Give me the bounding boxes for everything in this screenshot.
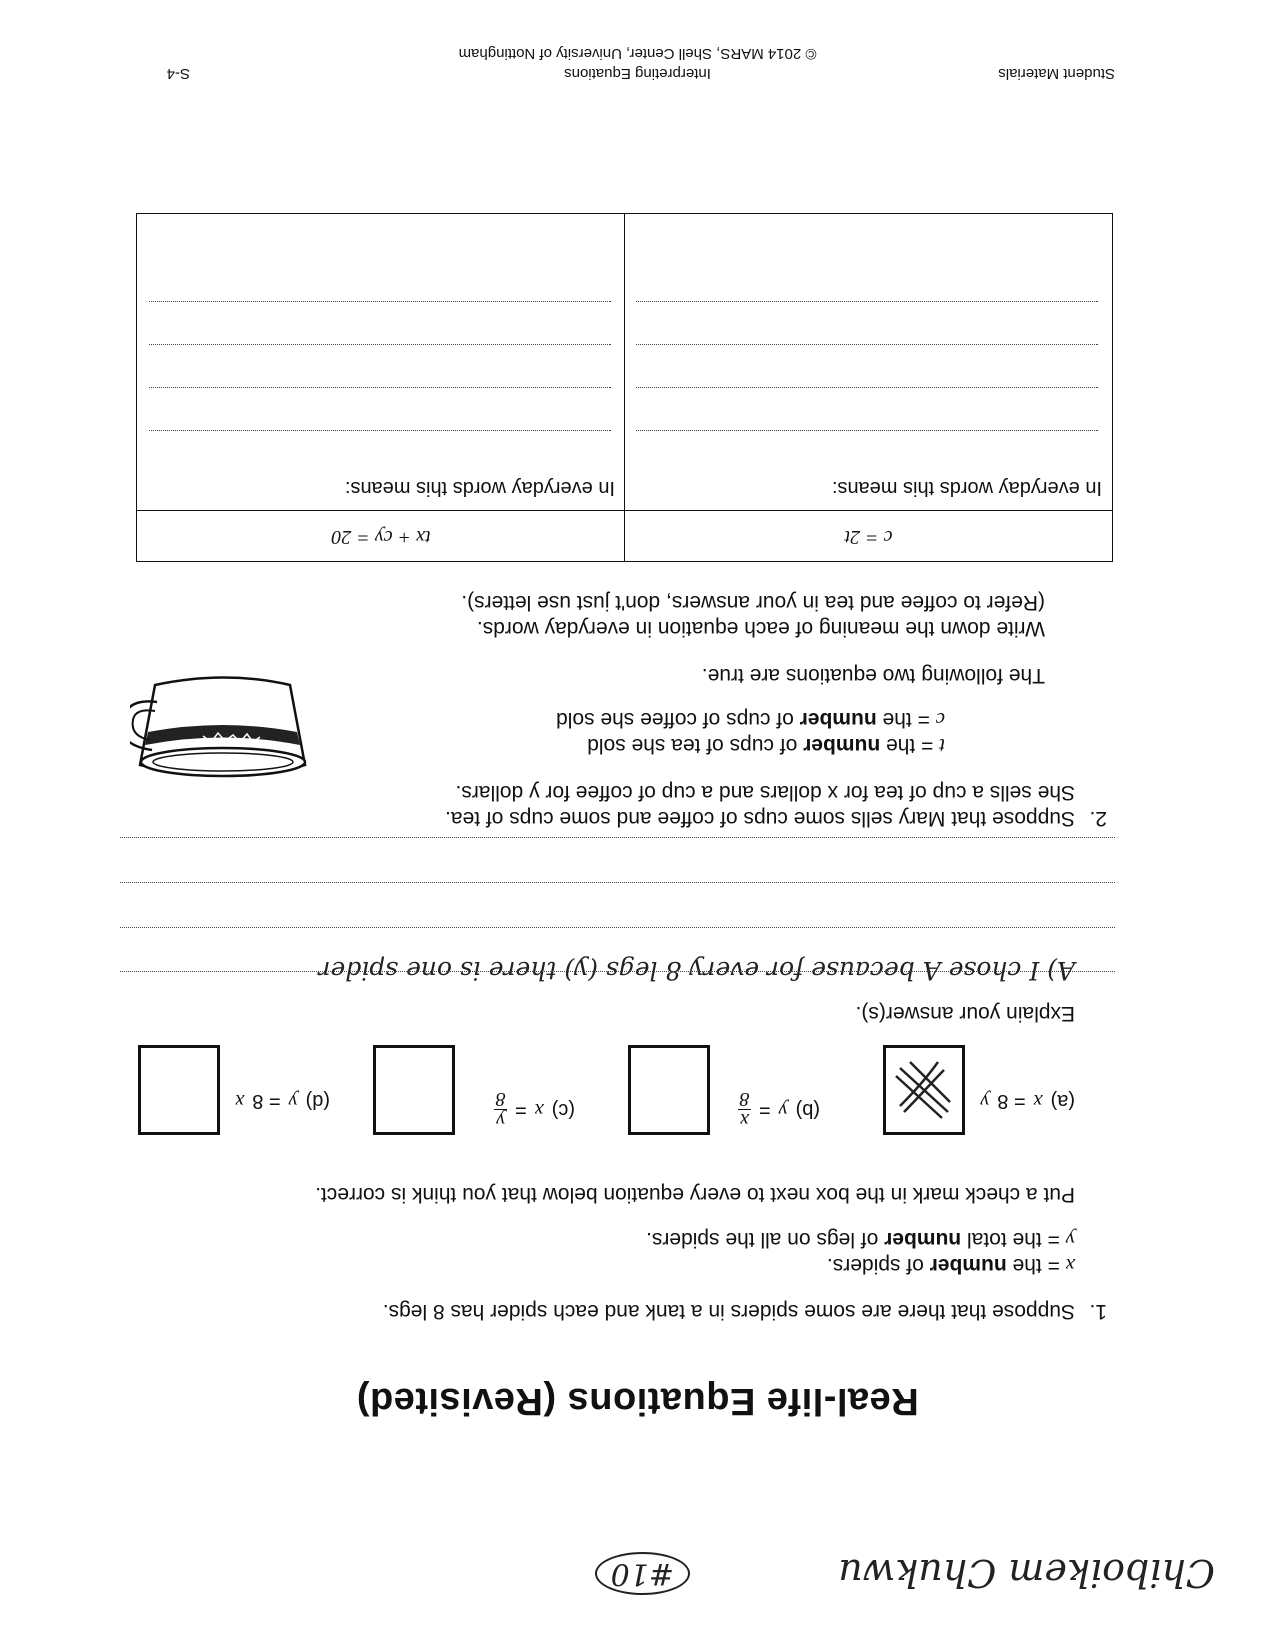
answer-line-4 [120,837,1115,838]
choice-d: (d) y = 8 x [235,1090,330,1112]
q2-refer-statement: (Refer to coffee and tea in your answers, don't just use letters). [461,591,1045,614]
q2-def-c: c = the number of cups of coffee she sold [556,708,945,732]
q1-intro: Suppose that there are some spiders in a tank and each spider has 8 legs. [382,1300,1075,1323]
answer-line-eq1-1[interactable] [636,430,1098,431]
q1-instruction: Put a check mark in the box next to every equation below that you think is correct. [315,1183,1075,1206]
q2-number: 2. [1089,807,1107,830]
q2-def-t: t = the number of cups of tea she sold [587,734,945,758]
cell-label-2: In everyday words this means: [344,477,615,499]
footer-right: S-4 [166,65,190,82]
teacup-icon [130,660,315,780]
choice-c-checkbox[interactable] [373,1045,455,1135]
q1-number: 1. [1089,1300,1107,1323]
choice-b-checkbox[interactable] [628,1045,710,1135]
q1-handwritten-answer: A) I chose A because for every 8 legs (y) there is one spider [318,956,1075,985]
student-name: Chiboikem Chukwu [838,1551,1215,1595]
footer-left: Student Materials [998,65,1115,82]
answer-line-2 [120,927,1115,928]
equation-2: tx + cy = 20 [331,526,431,548]
q1-def-y: y = the total number of legs on all the spiders. [646,1228,1075,1252]
answer-line-eq1-4[interactable] [636,301,1098,302]
cell-label-1: In everyday words this means: [831,477,1102,499]
q1-def-x: x = the number of spiders. [826,1254,1075,1278]
answer-line-eq2-4[interactable] [149,301,611,302]
equation-table [136,213,1113,562]
answer-line-eq2-3[interactable] [149,344,611,345]
equation-1: c = 2t [844,526,893,548]
footer-center-1: Interpreting Equations [564,65,711,82]
answer-line-1 [120,971,1115,972]
table-divider [624,214,625,561]
answer-line-eq1-3[interactable] [636,344,1098,345]
q2-write-statement: Write down the meaning of each equation in everyday words. [476,617,1045,640]
q2-true-statement: The following two equations are true. [701,664,1045,687]
choice-b: (b) y = x 8 [739,1088,820,1131]
q2-intro-1: Suppose that Mary sells some cups of coffee and some cups of tea. [445,807,1075,830]
worksheet-title: Real-life Equations (Revisited) [356,1380,919,1422]
explain-prompt: Explain your answer(s). [855,1002,1075,1025]
answer-line-3 [120,882,1115,883]
choice-d-checkbox[interactable] [138,1045,220,1135]
check-scribble-icon [886,1048,962,1132]
answer-line-eq1-2[interactable] [636,387,1098,388]
q2-intro-2: She sells a cup of tea for x dollars and a cup of coffee for y dollars. [455,781,1075,804]
table-header-rule [137,510,1112,511]
footer-center-2: © 2014 MARS, Shell Center, University of Nottingham [458,45,817,62]
answer-line-eq2-1[interactable] [149,430,611,431]
choice-a: (a) x = 8 y [980,1090,1075,1112]
choice-c: (c) x = y 8 [495,1088,575,1131]
answer-line-eq2-2[interactable] [149,387,611,388]
choice-a-checkbox[interactable] [883,1045,965,1135]
student-tag: #10 [595,1552,690,1595]
